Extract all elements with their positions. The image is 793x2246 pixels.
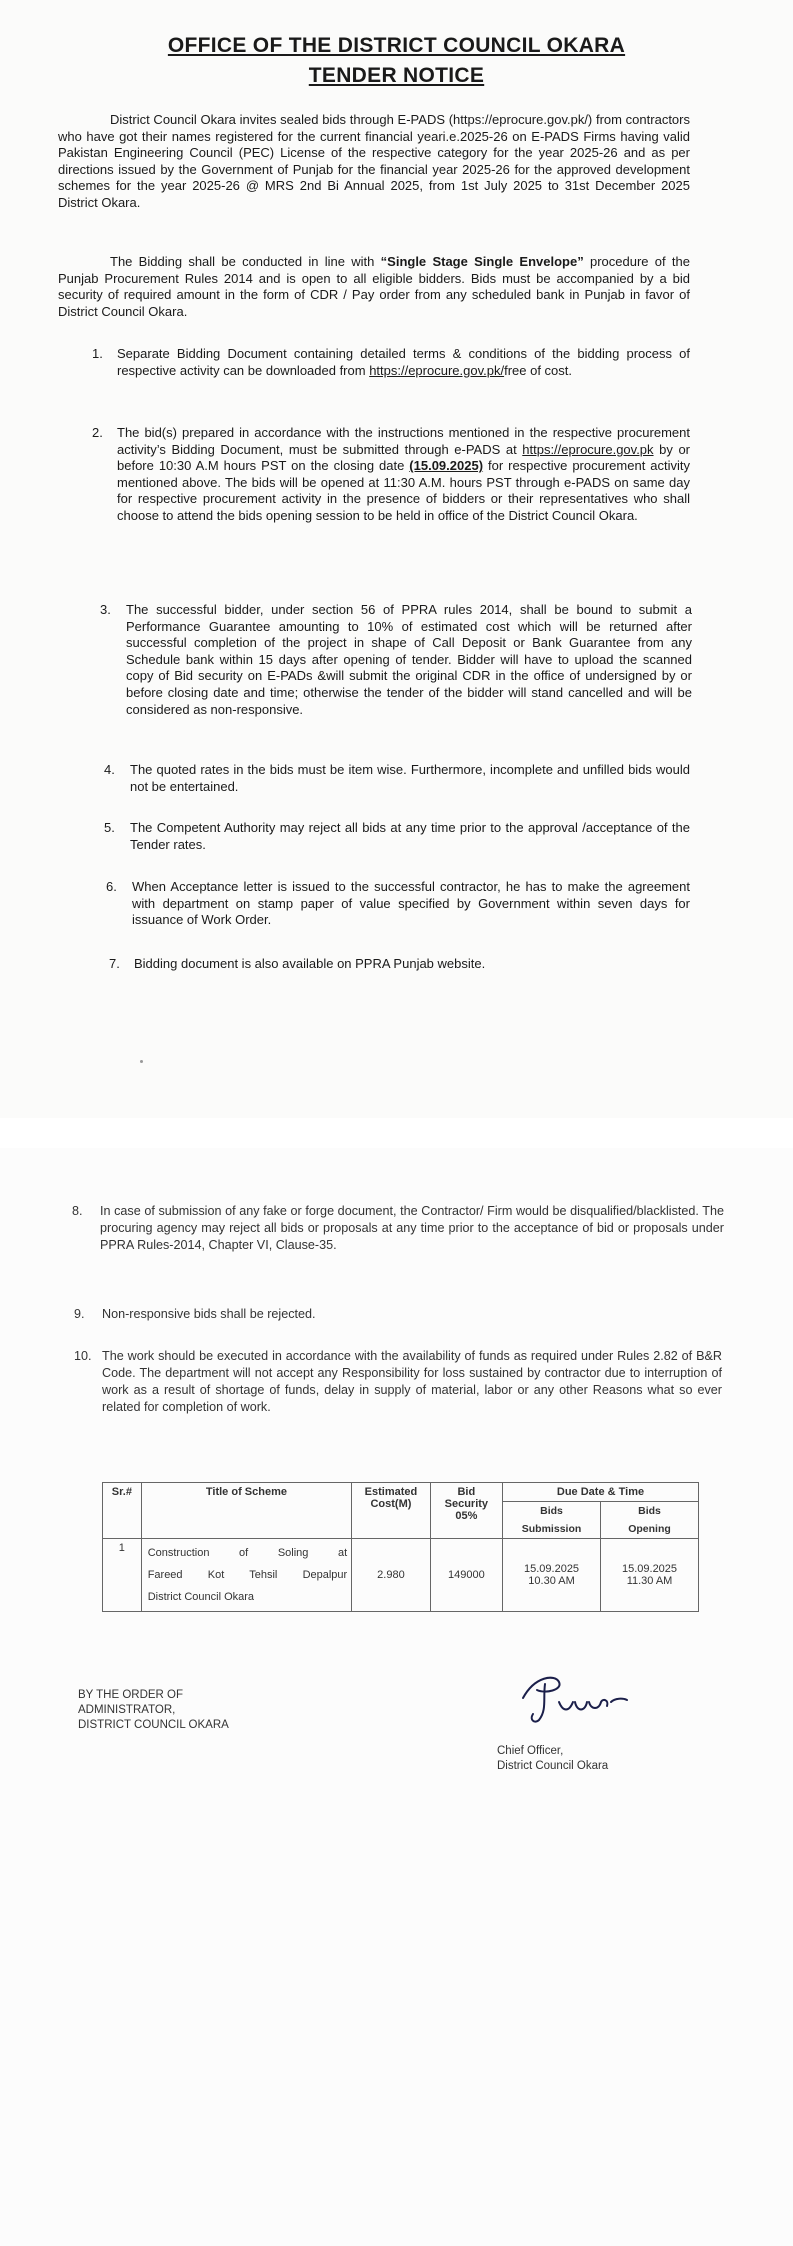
tender-notice-title: TENDER NOTICE [308, 64, 485, 87]
list-item-3: The successful bidder, under section 56 of PPRA rules 2014, shall be bound to submit a Performance Guarantee amounting to 10% of estimated cost which will be returned after successful completion of the project in shape of Call Deposit or Bank Guarantee from any Schedule bank within 15 days after opening of tender. Bidder will have to upload the scanned copy of Bid security on E-PADs &will submit the original CDR in the office of undersigned by or before closing date and time; otherwise the tender of the bidder will stand cancelled and will be considered as non-responsive. [126, 602, 692, 717]
header-security: Bid Security 05% [430, 1483, 502, 1539]
item-number: 2. [92, 425, 103, 440]
item-number: 3. [100, 602, 111, 617]
list-item-2: The bid(s) prepared in accordance with the instructions mentioned in the respective procurement activity’s Bidding Document, must be submitted through e-PADS at https://eprocure.gov.pk by or before 10:30 A.M hours PST on the closing date (15.09.2025) for respective procurement activity mentioned above. The bids will be opened at 11:30 A.M. hours PST through e-PADS on same day for respective procurement activity in the presence of bidders or their representatives who shall choose to attend the bids opening session to be held in office of the District Council Okara. [117, 425, 690, 523]
cell-sr: 1 [103, 1539, 142, 1612]
closing-date: (15.09.2025) [409, 458, 484, 474]
header-submission: Bids Submission [503, 1502, 601, 1539]
list-item-1: Separate Bidding Document containing detailed terms & conditions of the bidding process of respective activity can be downloaded from https://eprocure.gov.pk/free of cost. [117, 346, 690, 378]
intro-paragraph-2: The Bidding shall be conducted in line with “Single Stage Single Envelope” procedure of the Punjab Procurement Rules 2014 and is open to all eligible bidders. Bids must be accompanied by a bid security of required amount in the form of CDR / Pay order from any scheduled bank in Punjab in favor of District Council Okara. [58, 254, 690, 319]
list-item-8: In case of submission of any fake or forge document, the Contractor/ Firm would be disqualified/blacklisted. The procuring agency may reject all bids or proposals at any time prior to the acceptance of bid or proposals under PPRA Rules-2014, Chapter VI, Clause-35. [100, 1204, 724, 1252]
header-sr: Sr.# [103, 1483, 142, 1539]
header-cost: Estimated Cost(M) [352, 1483, 430, 1539]
eprocure-link[interactable]: https://eprocure.gov.pk [522, 441, 654, 457]
item-number: 5. [104, 820, 115, 835]
cell-title: Construction of Soling at Fareed Kot Tehsil Depalpur District Council Okara [141, 1539, 352, 1612]
cell-opening: 15.09.2025 11.30 AM [601, 1539, 699, 1612]
table-row [103, 1539, 699, 1612]
item-number: 7. [109, 956, 120, 971]
item-number: 1. [92, 346, 103, 361]
schedule-table [102, 1482, 699, 1612]
page-gap [0, 1118, 793, 1148]
intro-paragraph-1: District Council Okara invites sealed bids through E-PADS (https://eprocure.gov.pk/) from contractors who have got their names registered for the current financial yeari.e.2025-26 on E-PADS Firms having valid Pakistan Engineering Council (PEC) License of the respective category for the year 2025-26 and as per directions issued by the Government of Punjab for the financial year 2025-26 for the approved development schemes for the year 2025-26 @ MRS 2nd Bi Annual 2025, from 1st July 2025 to 31st December 2025 District Okara. [58, 112, 690, 210]
order-block: BY THE ORDER OF ADMINISTRATOR, DISTRICT COUNCIL OKARA [78, 1689, 229, 1731]
cell-cost: 2.980 [352, 1539, 430, 1612]
list-item-7: Bidding document is also available on PPRA Punjab website. [134, 956, 486, 971]
list-item-5: The Competent Authority may reject all bids at any time prior to the approval /acceptance of the Tender rates. [130, 820, 690, 852]
chief-officer-block: Chief Officer, District Council Okara [497, 1745, 609, 1772]
item-number: 6. [106, 879, 117, 894]
list-item-10: The work should be executed in accordance with the availability of funds as required under Rules 2.82 of B&R Code. The department will not accept any Responsibility for loss sustained by contractor due to interruption of work as a result of shortage of funds, delay in supply of material, labor or any other Reasons what so ever related for completion of work. [102, 1349, 722, 1414]
header-due: Due Date & Time [503, 1483, 699, 1502]
item-number: 4. [104, 762, 115, 777]
item-number: 9. [74, 1307, 85, 1321]
cell-submission: 15.09.2025 10.30 AM [503, 1539, 601, 1612]
office-title: OFFICE OF THE DISTRICT COUNCIL OKARA [167, 34, 626, 57]
item-number: 8. [72, 1204, 83, 1218]
cell-security: 149000 [430, 1539, 502, 1612]
item-number: 10. [74, 1349, 92, 1363]
list-item-9: Non-responsive bids shall be rejected. [102, 1307, 316, 1321]
header-title: Title of Scheme [141, 1483, 352, 1539]
list-item-4: The quoted rates in the bids must be item wise. Furthermore, incomplete and unfilled bids would not be entertained. [130, 762, 690, 794]
handwritten-signature [515, 1668, 645, 1728]
header-opening: Bids Opening [601, 1502, 699, 1539]
list-item-6: When Acceptance letter is issued to the successful contractor, he has to make the agreement with department on stamp paper of value specified by Government within seven days for issuance of Work Order. [132, 879, 690, 928]
eprocure-link[interactable]: https://eprocure.gov.pk/ [369, 362, 505, 378]
scan-speck [140, 1060, 143, 1063]
